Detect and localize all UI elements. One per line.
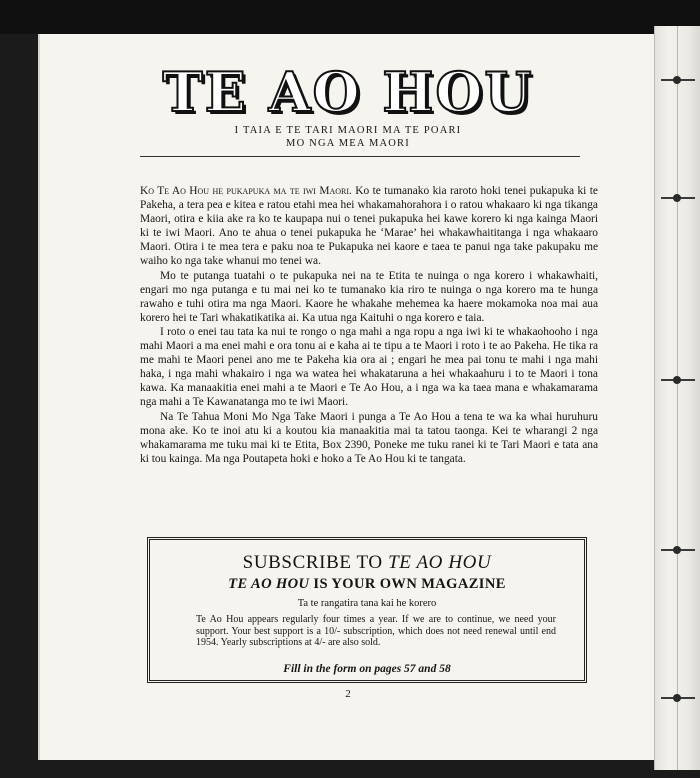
- article-paragraph-1: [140, 184, 598, 269]
- binding-spine: [654, 26, 700, 770]
- binding-clip-icon: [655, 546, 700, 554]
- spine-fold-line: [677, 26, 678, 770]
- subscribe-subtitle-italic: TE AO HOU: [228, 576, 310, 592]
- subscribe-paragraph: Te Ao Hou appears regularly four times a year. If we are to continue, we need your support. Your best support is a 10/- subscription, which does not need renewal until end 1954. Yearly subscriptions at 4/- are also sold.: [196, 614, 556, 649]
- article-paragraph-4: Na Te Tahua Moni Mo Nga Take Maori i punga a Te Ao Hou a tena te wa ka whai huruhuru mona ake. Ko te inoi atu ki a koutou kia manaakitia mai ta tatou taonga. Kei te wharangi 2 nga whakamarama me tuku mai ki te Etita, Box 2390, Poneke me tuku ranei ki te Tari Maori e tata ana ki tou kainga. Ma nga Poutapeta hoki e hoko a Te Ao Hou ki te tangata.: [140, 410, 598, 465]
- subscribe-title-italic: TE AO HOU: [388, 552, 492, 573]
- subscribe-box: [147, 537, 587, 683]
- masthead-title: TE AO HOU: [162, 60, 534, 124]
- subtitle-line-1: I TAIA E TE TARI MAORI MA TE POARI: [234, 125, 462, 136]
- binding-clip-icon: [655, 76, 700, 84]
- article-paragraph-1-text: Ko te tumanako kia raroto hoki tenei pukapuka ki te Pakeha, a tera pea e kitea e ratou etahi mea hei whakamahorahora i o ratou whakaaro ki nga tikanga Maori, otira e kiia ake ra ko te kaupapa nui o tenei pukapuka hei kawe korero ki nga kainga Maori ki te iwi Maori. Ano te ahua o tenei pukapuka he ‘Marae’ hei whakawhaititanga i nga whakaaro Maori. Otira i te mea tera e paku noa te Pukapuka nei kaore e taea te panui nga take pakupaku me waiho ko nga take whanui mo tenei wa.: [140, 185, 598, 268]
- article-body: [140, 184, 598, 466]
- masthead-subtitle: [40, 124, 656, 150]
- article-paragraph-3: I roto o enei tau tata ka nui te rongo o nga mahi a nga ropu a nga iwi ki te whakaohooho i nga mahi Maori a ma enei mahi e ora tonu ai e kaha ai te tipu a te Maori i roto i te ao Pakeha. He tika ra me mahi te Maori penei ano me te Pakeha kia ora ai ; engari he mea pai tonu te mahi i nga mahi haka, i nga mahi whakairo i nga wa watea hei whakataruna a hei whakaahuru i to te Maori i tona kawa. Ka manaakitia enei mahi a te Maori e Te Ao Hou, a i nga wa ka taea mana e whakamarama nga mahi a Te Kawanatanga mo te iwi Maori.: [140, 325, 598, 409]
- scan-background-top: [0, 0, 700, 34]
- subscribe-subtitle: [150, 576, 584, 593]
- article-paragraph-2: Mo te putanga tuatahi o te pukapuka nei na te Etita te nuinga o nga korero i whakawhaiti, engari mo nga putanga e tu mai nei ko te tumanako kia riro te nuinga o nga korero ma te hunga rawaho e tuhi otira ma nga Maori. Kaore he whakahe mehemea ka haere mokamoka noa mai aua korero hei te Tari whakatikatika ai. Ka utua nga Kaituhi o nga korero e taia.: [140, 269, 598, 324]
- magazine-page: [38, 34, 656, 760]
- page-number: 2: [345, 688, 351, 700]
- subscribe-title-plain: SUBSCRIBE TO: [242, 552, 389, 573]
- subscribe-subtitle-rest: IS YOUR OWN MAGAZINE: [309, 576, 506, 592]
- binding-clip-icon: [655, 694, 700, 702]
- subscribe-call-to-action: Fill in the form on pages 57 and 58: [283, 663, 451, 675]
- header-rule: [140, 156, 580, 157]
- binding-clip-icon: [655, 376, 700, 384]
- article-lead: Ko Te Ao Hou he pukapuka ma te iwi Maori.: [140, 185, 352, 197]
- subscribe-maori-line: Ta te rangatira tana kai he korero: [297, 598, 437, 609]
- subtitle-line-2: MO NGA MEA MAORI: [286, 138, 410, 149]
- subscribe-title: [150, 552, 584, 574]
- binding-clip-icon: [655, 194, 700, 202]
